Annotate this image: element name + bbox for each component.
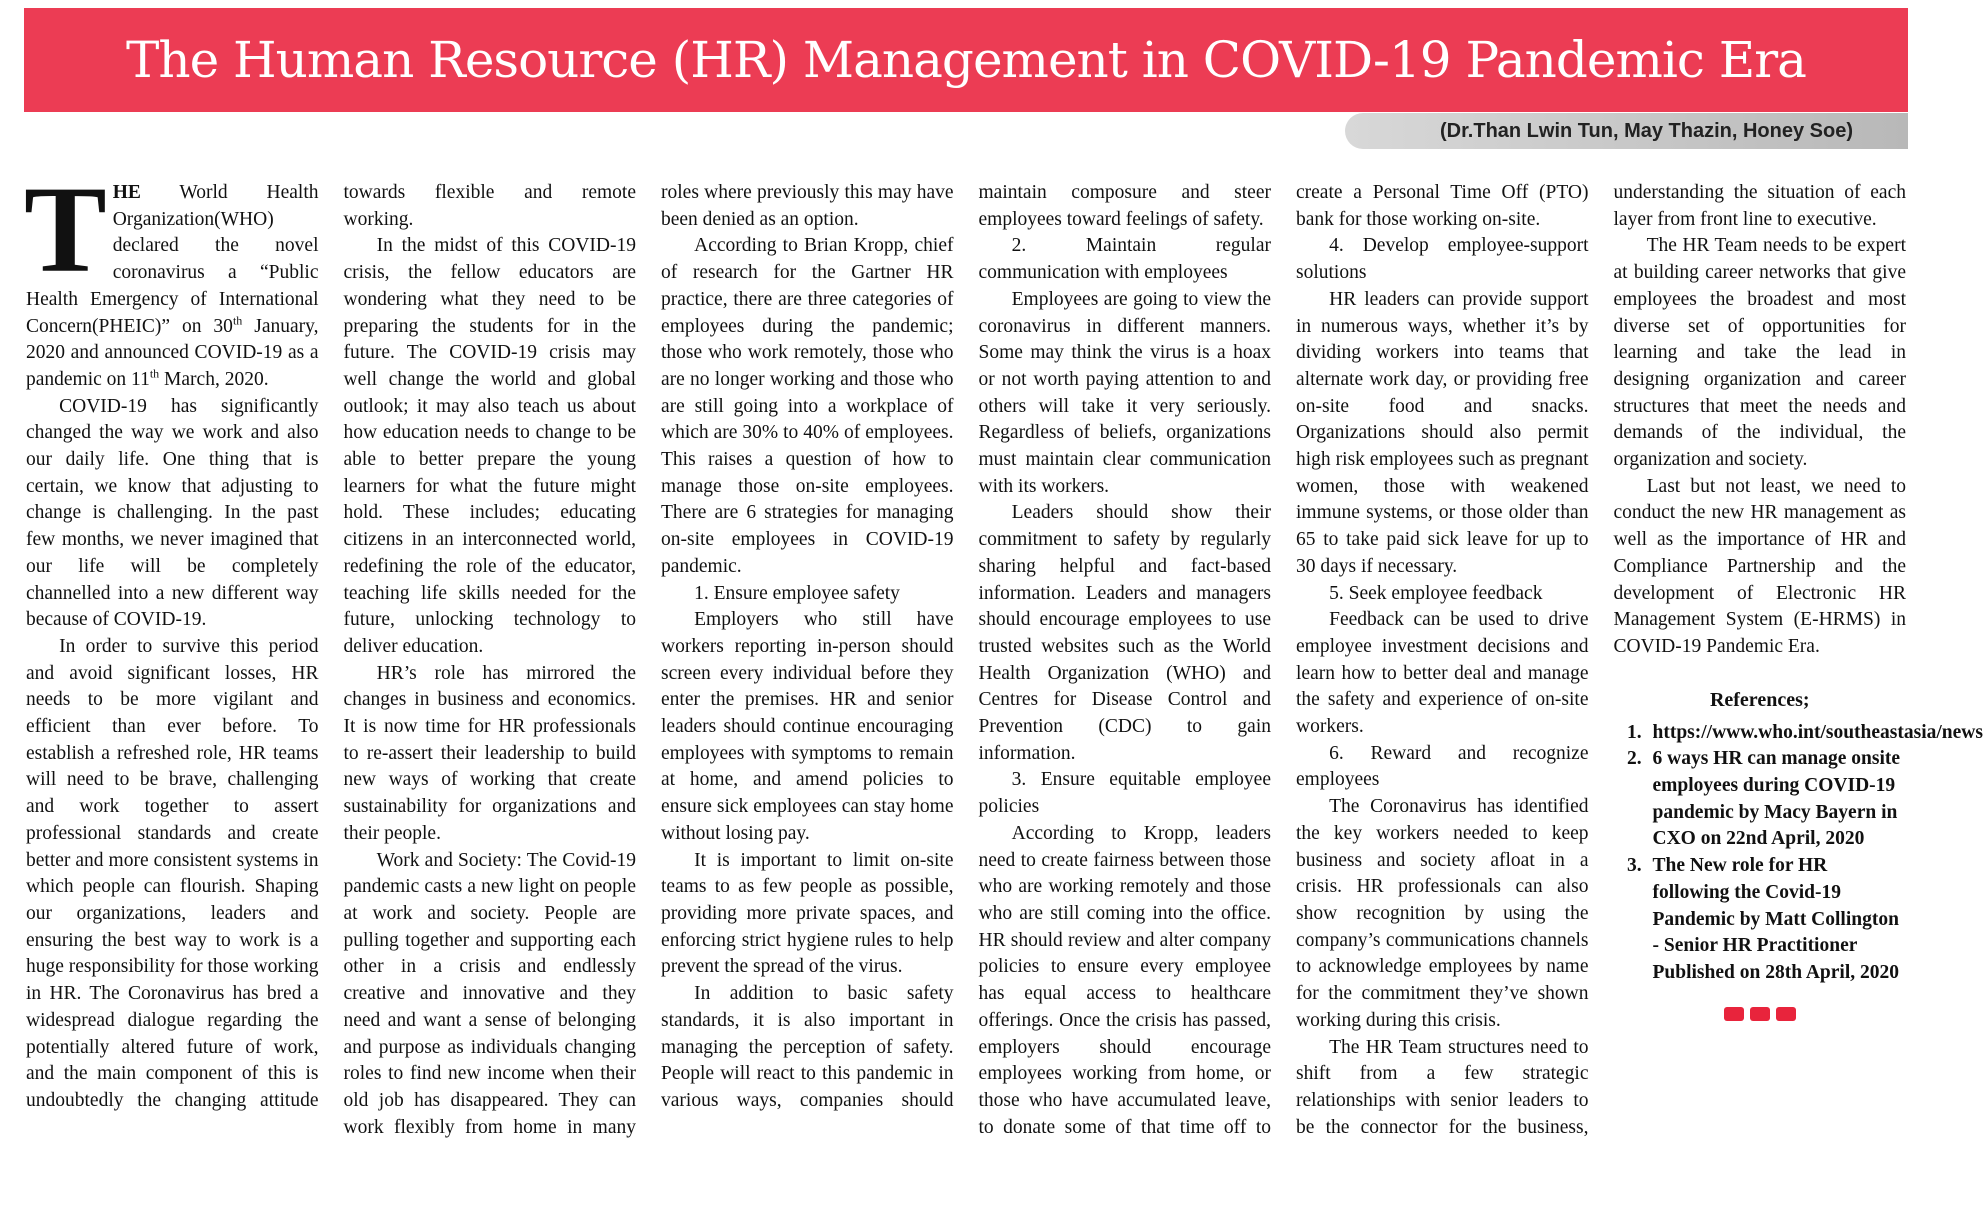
paragraph: According to Brian Kropp, chief of research for the Gartner HR practice, there are three categories of employees during the pandemic; those who work remotely, those who are no longer working and those who are still going into a workplace of which are 30% to 40% of employees. This raises a question of how to manage those on-site employees. There are 6 strategies for managing on-site employees in COVID-19 pandemic. — [661, 235, 954, 577]
title-banner — [24, 8, 1908, 112]
article-body — [24, 161, 1983, 1165]
paragraph: Employees are going to view the coronavirus in different manners. Some may think the virus is a hoax or not worth paying attention to and others will take it very seriously. Regardless of beliefs, organizations must maintain clear communication with its workers. — [978, 288, 1271, 497]
paragraph: Leaders should show their commitment to safety by regularly sharing helpful and fact-based information. Leaders and managers should encourage employees to use trusted websites such as the World Health Organization (WHO) and Centres for Disease Control and Prevention (CDC) to gain information. — [978, 502, 1271, 764]
paragraph: The Coronavirus has identified the key workers needed to keep business and society afloat in a crisis. HR professionals can also show recognition by using the company’s communications channels to acknowledge employees by name for the commitment they’ve shown working during this crisis. — [1296, 796, 1589, 1031]
end-marks — [1614, 1003, 1907, 1030]
reference-item: 3. The New role for HR following the Covid-19 Pandemic by Matt Collington - Senior HR Practitioner Published on 28th April, 2020 — [1647, 853, 1907, 987]
paragraph: In addition to basic safety standards, it is also important in managing the perception of safety. People will react to this pandemic in various ways, companies should maintain composure and steer employees toward feelings of safety. — [661, 182, 1271, 1111]
end-mark — [1724, 1007, 1744, 1021]
strategy-heading: 3. Ensure equitable employee policies — [978, 769, 1271, 818]
references-list — [1614, 720, 1983, 987]
paragraph: In the midst of this COVID-19 crisis, the fellow educators are wondering what they need to be preparing the students for in the future. The COVID-19 crisis may well change the world and global outlook; it may also teach us about how education needs to change to be able to better prepare the young learners for what the future might hold. These includes; educating citizens in an interconnected world, redefining the role of the educator, teaching life skills needed for the future, unlocking technology to deliver education. — [343, 235, 636, 657]
paragraph: In order to survive this period and avoid significant losses, HR needs to be more vigilant and efficient than ever before. To establish a refreshed role, HR teams will need to be brave, challenging and work together to assert professional standards and create better and more consistent systems in which people can flourish. Shaping our organizations, leaders and ensuring the best way to work is a huge responsibility for those working in HR. The Coronavirus has bred a widespread dialogue regarding the potentially altered future of work, and the main component of this is undoubtedly the changing attitude towards flexible and remote working. — [26, 182, 636, 1111]
author-names: (Dr.Than Lwin Tun, May Thazin, Honey Soe) — [1440, 120, 1853, 142]
paragraph: It is important to limit on-site teams to as few people as possible, providing more private spaces, and enforcing strict hygiene rules to help prevent the spread of the virus. — [661, 849, 954, 978]
superscript-th: th — [149, 366, 160, 381]
lead-text-c: March, 2020. — [159, 368, 269, 390]
paragraph: COVID-19 has significantly changed the way we work and also our daily life. One thing that is certain, we know that adjusting to change is challenging. In the past few months, we never imagined that our life will be completely channelled into a new different way because of COVID-19. — [26, 395, 319, 631]
references-heading: References; — [1709, 688, 1810, 711]
strategy-heading: 5. Seek employee feedback — [1329, 582, 1543, 604]
paragraph: Employers who still have workers reporting in-person should screen every individual before they enter the premises. HR and senior leaders should continue encouraging employees with symptoms to remain at home, and amend policies to ensure sick employees can stay home without losing pay. — [661, 609, 954, 844]
paragraph: The HR Team structures need to shift from a few strategic relationships with senior leaders to be the connector for the business, understanding the situation of each layer from front line to executive. — [1296, 182, 1906, 1138]
strategy-heading: 2. Maintain regular communication with employees — [978, 235, 1271, 284]
end-mark — [1776, 1007, 1796, 1021]
lead-small-caps: HE — [112, 182, 141, 203]
lead-text-b: January, 2020 and announced COVID-19 as a pandemic on 11 — [26, 315, 319, 390]
superscript-th: th — [232, 313, 243, 328]
strategy-heading: 1. Ensure employee safety — [694, 582, 900, 604]
drop-cap: T — [24, 161, 107, 298]
paragraph: The HR Team needs to be expert at building career networks that give employees the broadest and most diverse set of opportunities for learning and take the lead in designing organization and career structures that meet the needs and demands of the individual, the organization and society. — [1613, 235, 1906, 471]
reference-item: 1. https://www.who.int/southeastasia/news — [1647, 720, 1907, 747]
lead-text-a: World Health Organization(WHO) declared the novel coronavirus a “Public Health Emergency of International Concern(PHEIC)” on 30 — [26, 182, 319, 337]
page-title: The Human Resource (HR) Management in COVID-19 Pandemic Era — [126, 31, 1806, 89]
paragraph: HR leaders can provide support in numerous ways, whether it’s by dividing workers into teams that alternate work day, or providing free on-site food and snacks. Organizations should also permit high risk employees such as pregnant women, those with weakened immune systems, or those older than 65 to take paid sick leave for up to 30 days if necessary. — [1296, 288, 1589, 577]
paragraph: HR’s role has mirrored the changes in business and economics. It is now time for HR professionals to re-assert their leadership to build new ways of working that create sustainability for organizations and their people. — [343, 662, 636, 844]
strategy-heading: 4. Develop employee-support solutions — [1296, 235, 1589, 284]
paragraph: Last but not least, we need to conduct the new HR management as well as the importance of HR and Compliance Partnership and the development of Electronic HR Management System (E-HRMS) in COVID-19 Pandemic Era. — [1613, 475, 1906, 657]
end-mark — [1750, 1007, 1770, 1021]
author-bar — [1345, 113, 1908, 149]
strategy-heading: 6. Reward and recognize employees — [1296, 742, 1589, 791]
paragraph: According to Kropp, leaders need to create fairness between those who are working remotely and those who are still coming into the office. HR should review and alter company policies to ensure every employee has equal access to healthcare offerings. Once the crisis has passed, employers should encourage employees working from home, or those who have accumulated leave, to donate some of that time off to create a Personal Time Off (PTO) bank for those working on-site. — [978, 182, 1589, 1138]
lead-paragraph — [24, 161, 319, 394]
reference-item: 2. 6 ways HR can manage onsite employees during COVID-19 pandemic by Macy Bayern in CXO on 22nd April, 2020 — [1647, 746, 1907, 853]
paragraph: Work and Society: The Covid-19 pandemic casts a new light on people at work and society. People are pulling together and supporting each other in a crisis and endlessly creative and innovative and they need and want a sense of belonging and purpose as individuals changing roles to find new income when their old job has disappeared. They can work flexibly from home in many roles where previously this may have been denied as an option. — [343, 182, 954, 1138]
paragraph: Feedback can be used to drive employee investment decisions and learn how to better deal and manage the safety and experience of on-site workers. — [1296, 609, 1589, 738]
